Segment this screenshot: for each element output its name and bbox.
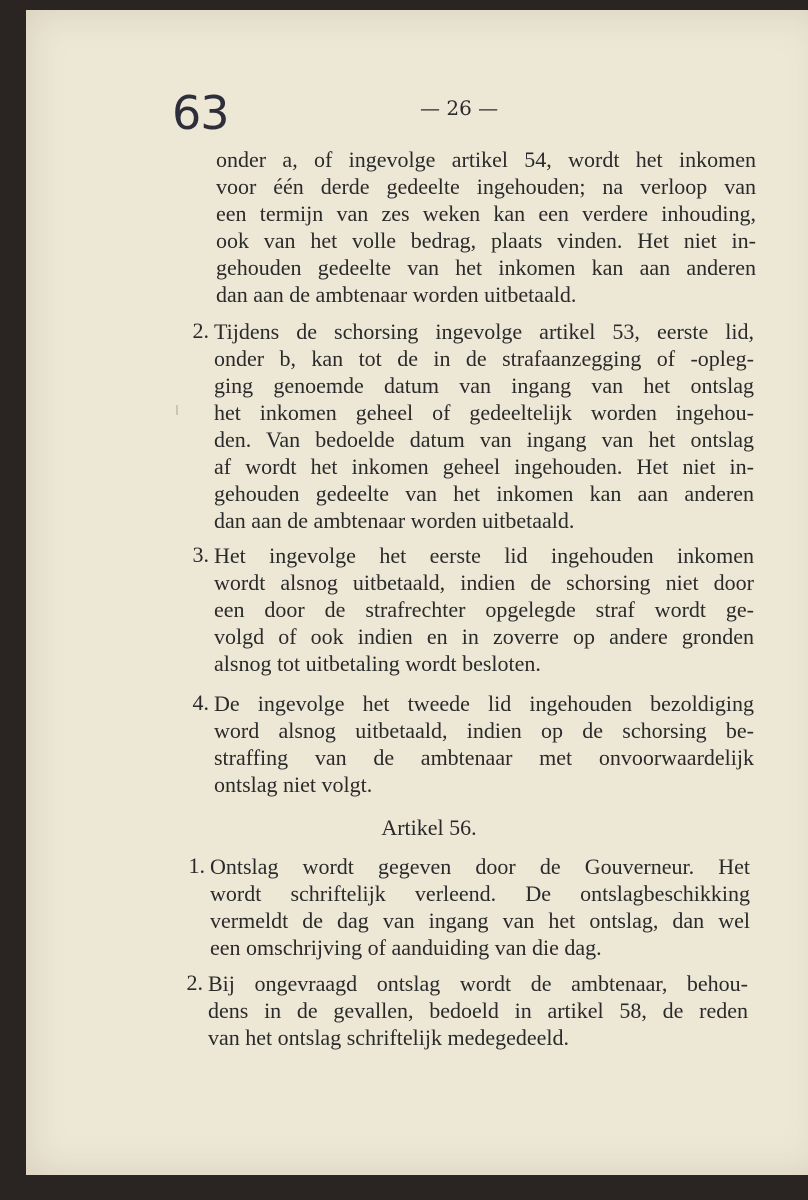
paragraph-number: 3. bbox=[192, 542, 209, 567]
text-line: af wordt het inkomen geheel ingehouden. Het niet in- bbox=[214, 454, 754, 479]
text-line: volgd of ook indien en in zoverre op andere gronden bbox=[214, 624, 754, 649]
text-line: ontslag niet volgt. bbox=[214, 772, 373, 797]
article-heading: Artikel 56. bbox=[381, 815, 477, 840]
text-line: dan aan de ambtenaar worden uitbetaald. bbox=[214, 508, 575, 533]
text-line: onder a, of ingevolge artikel 54, wordt het inkomen bbox=[216, 147, 756, 172]
text-line: een door de strafrechter opgelegde straf wordt ge- bbox=[214, 597, 754, 622]
paragraph-number: 1. bbox=[188, 853, 205, 878]
text-line: dan aan de ambtenaar worden uitbetaald. bbox=[216, 282, 577, 307]
text-line: wordt schriftelijk verleend. De ontslagbeschikking bbox=[210, 881, 750, 906]
text-line: Tijdens de schorsing ingevolge artikel 53, eerste lid, bbox=[214, 319, 754, 344]
text-line: onder b, kan tot de in de strafaanzegging of -opleg- bbox=[214, 346, 754, 371]
paragraph-number: 2. bbox=[192, 318, 209, 343]
page-number: — 26 — bbox=[420, 96, 499, 120]
paragraph-3 bbox=[192, 542, 754, 677]
text-line: een termijn van zes weken kan een verdere inhouding, bbox=[216, 201, 756, 226]
text-line: een omschrijving of aanduiding van die dag. bbox=[210, 935, 602, 960]
text-line: ook van het volle bedrag, plaats vinden. Het niet in- bbox=[216, 228, 756, 253]
text-line: Bij ongevraagd ontslag wordt de ambtenaar, behou- bbox=[208, 971, 748, 996]
article-56-paragraph-1 bbox=[188, 853, 750, 961]
text-line: wordt alsnog uitbetaald, indien de schorsing niet door bbox=[214, 570, 754, 595]
text-line: het inkomen geheel of gedeeltelijk worden ingehou- bbox=[214, 400, 754, 425]
text-line: dens in de gevallen, bedoeld in artikel 58, de reden bbox=[208, 998, 748, 1023]
text-line: van het ontslag schriftelijk medegedeeld. bbox=[208, 1025, 570, 1050]
text-line: gehouden gedeelte van het inkomen kan aan anderen bbox=[216, 255, 756, 280]
text-line: Het ingevolge het eerste lid ingehouden inkomen bbox=[214, 543, 754, 568]
text-line: ging genoemde datum van ingang van het ontslag bbox=[214, 373, 754, 398]
text-line: vermeldt de dag van ingang van het ontslag, dan wel bbox=[210, 908, 750, 933]
article-56-paragraph-2 bbox=[186, 970, 748, 1051]
text-line: straffing van de ambtenaar met onvoorwaardelijk bbox=[214, 745, 754, 770]
text-line: word alsnog uitbetaald, indien op de schorsing be- bbox=[214, 718, 754, 743]
paragraph-continuation bbox=[216, 146, 756, 308]
paragraph-number: 4. bbox=[192, 690, 209, 715]
text-line: De ingevolge het tweede lid ingehouden bezoldiging bbox=[214, 691, 754, 716]
handwritten-page-mark: 63 bbox=[172, 86, 229, 140]
paragraph-number: 2. bbox=[186, 970, 203, 995]
text-line: gehouden gedeelte van het inkomen kan aan anderen bbox=[214, 481, 754, 506]
paragraph-2 bbox=[192, 318, 754, 534]
paper-speck bbox=[176, 405, 178, 415]
text-line: alsnog tot uitbetaling wordt besloten. bbox=[214, 651, 541, 676]
text-line: den. Van bedoelde datum van ingang van het ontslag bbox=[214, 427, 754, 452]
paragraph-4 bbox=[192, 690, 754, 798]
text-line: Ontslag wordt gegeven door de Gouverneur. Het bbox=[210, 854, 750, 879]
text-line: voor één derde gedeelte ingehouden; na verloop van bbox=[216, 174, 756, 199]
